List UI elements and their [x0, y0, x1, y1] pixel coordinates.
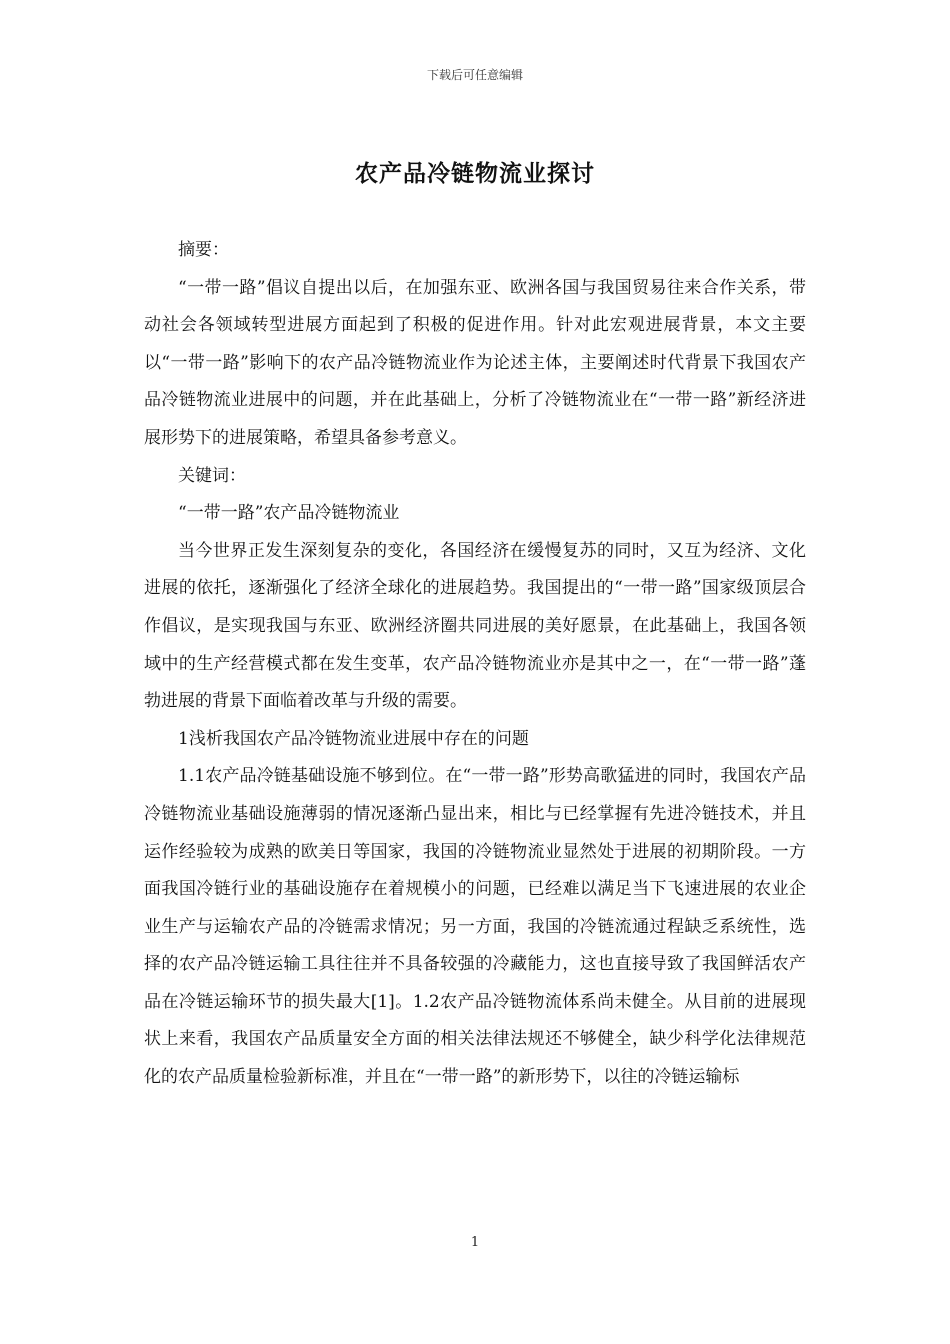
section-paragraph: 1.1农产品冷链基础设施不够到位。在“一带一路”形势高歌猛进的同时，我国农产品冷链物流业基础设施薄弱的情况逐渐凸显出来，相比与已经掌握有先进冷链技术，并且运作经验较为成熟的欧美日等国家，我国的冷链物流业显然处于进展的初期阶段。一方面我国冷链行业的基础设施存在着规模小的问题，已经难以满足当下飞速进展的农业企业生产与运输农产品的冷链需求情况；另一方面，我国的冷链流通过程缺乏系统性，选择的农产品冷链运输工具往往并不具备较强的冷藏能力，这也直接导致了我国鲜活农产品在冷链运输环节的损失最大[1]。1.2农产品冷链物流体系尚未健全。从目前的进展现状上来看，我国农产品质量安全方面的相关法律法规还不够健全，缺少科学化法律规范化的农产品质量检验新标准，并且在“一带一路”的新形势下，以往的冷链运输标: [144, 766, 806, 1088]
document-title: 农产品冷链物流业探讨: [355, 161, 595, 187]
keywords-paragraph: “一带一路”农产品冷链物流业: [178, 503, 400, 524]
header-note: 下载后可任意编辑: [426, 68, 523, 82]
page-number: 1: [470, 1235, 480, 1250]
document-body: [144, 232, 806, 1097]
abstract-label: 摘要：: [178, 240, 229, 260]
abstract-paragraph: “一带一路”倡议自提出以后，在加强东亚、欧洲各国与我国贸易往来合作关系，带动社会各领域转型进展方面起到了积极的促进作用。针对此宏观进展背景，本文主要以“一带一路”影响下的农产品冷链物流业作为论述主体，主要阐述时代背景下我国农产品冷链物流业进展中的问题，并在此基础上，分析了冷链物流业在“一带一路”新经济进展形势下的进展策略，希望具备参考意义。: [144, 277, 806, 448]
section-heading: 1浅析我国农产品冷链物流业进展中存在的问题: [178, 728, 529, 749]
intro-paragraph: 当今世界正发生深刻复杂的变化，各国经济在缓慢复苏的同时，又互为经济、文化进展的依托，逐渐强化了经济全球化的进展趋势。我国提出的“一带一路”国家级顶层合作倡议，是实现我国与东亚、欧洲经济圈共同进展的美好愿景，在此基础上，我国各领域中的生产经营模式都在发生变革，农产品冷链物流业亦是其中之一，在“一带一路”蓬勃进展的背景下面临着改革与升级的需要。: [144, 540, 806, 712]
keywords-label: 关键词：: [178, 465, 246, 486]
